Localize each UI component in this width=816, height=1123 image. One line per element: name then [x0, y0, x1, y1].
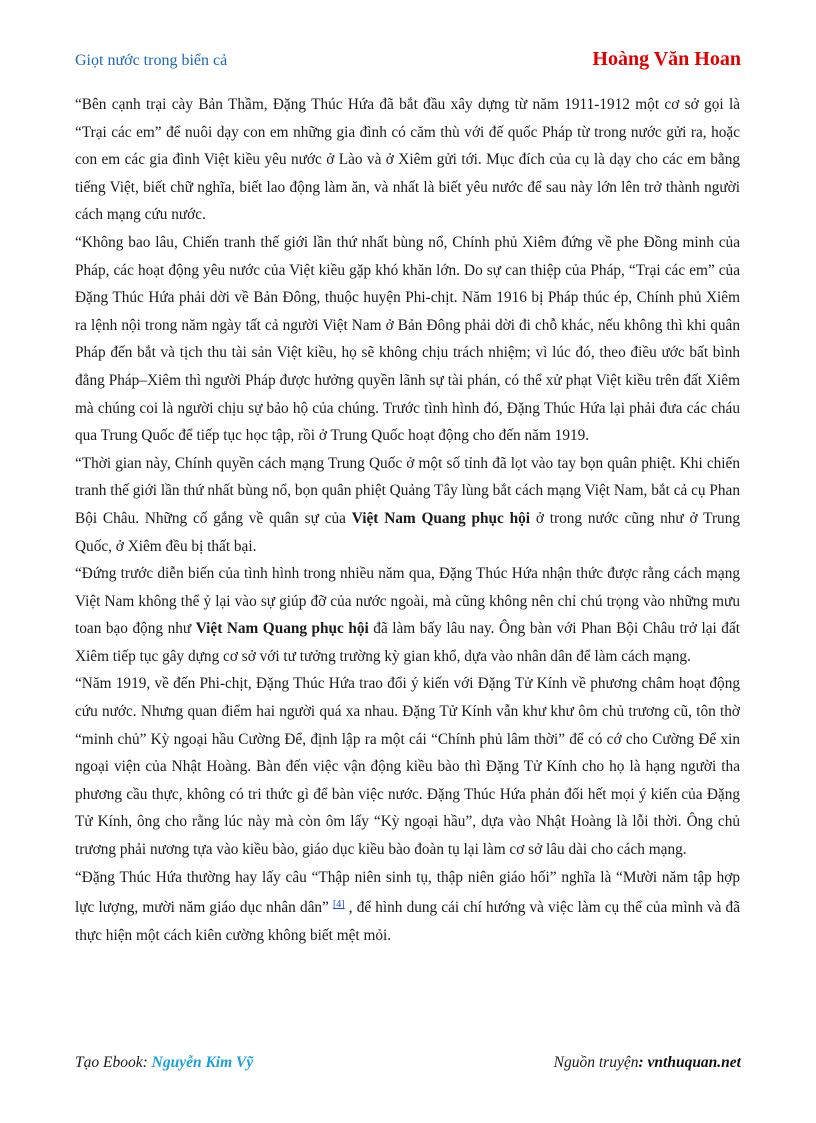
paragraph-1: “Bên cạnh trại cày Bản Thầm, Đặng Thúc Hứa đã bắt đầu xây dựng từ năm 1911-1912 một cơ sở gọi là “Trại các em” để nuôi dạy con em những gia đình có căm thù với đế quốc Pháp từ trong nước gửi ra, hoặc con em các gia đình Việt kiều yêu nước ở Lào và ở Xiêm gửi tới. Mục đích của cụ là dạy cho các em bằng tiếng Việt, biết chữ nghĩa, biết lao động làm ăn, và nhất là biết yêu nước để sau này lớn lên trở thành người cách mạng cứu nước. [75, 96, 740, 224]
maker-name: Nguyễn Kim Vỹ [151, 1054, 254, 1071]
ebook-maker-credit [75, 1054, 253, 1072]
source-label: Nguồn truyện [553, 1054, 639, 1071]
paragraph-6-text-b: , để hình dung cái chí hướng và việc làm cụ thể của mình và đã thực hiện một cách kiên cường không biết mệt mỏi. [75, 899, 740, 944]
paragraph-6 [75, 864, 740, 950]
page-content [75, 91, 740, 949]
maker-separator: : [142, 1054, 152, 1071]
source-name: vnthuquan.net [647, 1054, 741, 1071]
maker-label: Tạo Ebook [75, 1054, 143, 1071]
source-separator: : [638, 1054, 648, 1071]
footnote-link-4[interactable]: [4] [332, 899, 345, 911]
paragraph-3 [75, 450, 740, 560]
paragraph-2: “Không bao lâu, Chiến tranh thế giới lần thứ nhất bùng nổ, Chính phủ Xiêm đứng về phe Đồng minh của Pháp, các hoạt động yêu nước của Việt kiều gặp khó khăn lớn. Do sự can thiệp của Pháp, “Trại các em” của Đặng Thúc Hứa phải dời về Bản Đông, thuộc huyện Phi-chịt. Năm 1916 bị Pháp thúc ép, Chính phủ Xiêm ra lệnh nội trong năm ngày tất cả người Việt Nam ở Bản Đông phải dời đi chỗ khác, nếu không thì khi quân Pháp đến bắt và tịch thu tài sản Việt kiều, họ sẽ không chịu trách nhiệm; vì lúc đó, theo điều ước bất bình đẳng Pháp–Xiêm thì người Pháp được hưởng quyền lãnh sự tài phán, có thể xử phạt Việt kiều trên đất Xiêm mà chúng coi là người chịu sự bảo hộ của chúng. Trước tình hình đó, Đặng Thúc Hứa lại phải đưa các cháu qua Trung Quốc để tiếp tục học tập, rồi ở Trung Quốc hoạt động cho đến năm 1919. [75, 233, 740, 445]
paragraph-3-text-b: ở trong nước cũng như ở Trung Quốc, ở Xiêm đều bị thất bại. [75, 509, 740, 555]
book-title: Giọt nước trong biển cả [75, 52, 228, 69]
organization-name-bold: Việt Nam Quang phục hội [351, 509, 531, 527]
paragraph-6-text-a: “Đặng Thúc Hứa thường hay lấy câu “Thập niên sinh tụ, thập niên giáo hối” nghĩa là “Mười năm tập hợp lực lượng, mười năm giáo dục nhân dân” [75, 868, 740, 917]
paragraph-4 [75, 560, 740, 670]
page-header [75, 48, 741, 78]
paragraph-3-text-a: “Thời gian này, Chính quyền cách mạng Trung Quốc ở một số tỉnh đã lọt vào tay bọn quân phiệt. Khi chiến tranh thế giới lần thứ nhất bùng nổ, bọn quân phiệt Quảng Tây lùng bắt cách mạng Việt Nam, bắt cả cụ Phan Bội Châu. Những cố gắng về quân sự của [75, 454, 740, 527]
paragraph-4-text-a: “Đứng trước diễn biến của tình hình trong nhiều năm qua, Đặng Thúc Hứa nhận thức được rằng cách mạng Việt Nam không thể ỷ lại vào sự giúp đỡ của nước ngoài, mà cũng không nên chỉ chú trọng vào những mưu toan bạo động như [75, 565, 740, 638]
source-credit [554, 1054, 741, 1072]
page-footer [75, 1054, 741, 1072]
paragraph-4-text-b: đã làm bấy lâu nay. Ông bàn với Phan Bội Châu trở lại đất Xiêm tiếp tục gây dựng cơ sở với tư tưởng trường kỳ gian khổ, dựa vào nhân dân để làm cách mạng. [75, 620, 740, 665]
organization-name-bold: Việt Nam Quang phục hội [195, 620, 369, 638]
author-name: Hoàng Văn Hoan [592, 48, 741, 70]
paragraph-5: “Năm 1919, về đến Phi-chịt, Đặng Thúc Hứa trao đổi ý kiến với Đặng Tử Kính về phương châm hoạt động cứu nước. Nhưng quan điểm hai người quá xa nhau. Đặng Tử Kính vẫn khư khư ôm chủ trương cũ, tôn thờ “minh chủ” Kỳ ngoại hầu Cường Để, định lập ra một cái “Chính phủ lâm thời” để có cớ cho Cường Để xin ngoại viện của Nhật Hoàng. Bàn đến việc vận động kiều bào thì Đặng Tử Kính cho họ là hạng người tha phương cầu thực, không có tri thức gì để bàn việc nước. Đặng Thúc Hứa phản đối hết mọi ý kiến của Đặng Tử Kính, ông cho rằng lúc này mà còn ôm lấy “Kỳ ngoại hầu”, dựa vào Nhật Hoàng là lỗi thời. Ông chủ trương phải nương tựa vào kiều bào, giáo dục kiều bào đoàn tụ lại làm cơ sở lâu dài cho cách mạng. [75, 675, 740, 859]
